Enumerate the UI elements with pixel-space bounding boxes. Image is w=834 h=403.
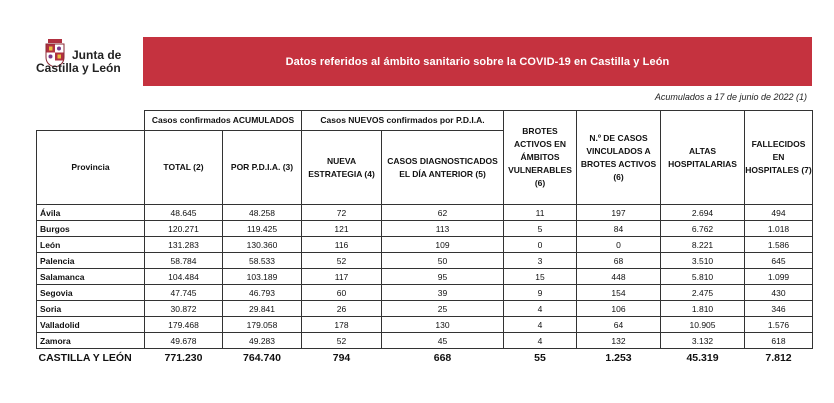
cell-vinculados: 0 — [577, 237, 661, 253]
cell-nueva-estrategia: 52 — [302, 253, 382, 269]
header-blank — [37, 111, 145, 131]
cell-diagnosticados: 109 — [382, 237, 504, 253]
cell-vinculados: 132 — [577, 333, 661, 349]
cell-diagnosticados: 95 — [382, 269, 504, 285]
cell-total: 30.872 — [145, 301, 223, 317]
total-brotes: 55 — [534, 352, 546, 364]
cell-diagnosticados: 113 — [382, 221, 504, 237]
cell-pdia: 48.258 — [223, 205, 302, 221]
total-nueva-estrategia: 794 — [332, 352, 351, 364]
cell-provincia: Valladolid — [37, 317, 145, 333]
cell-fallecidos: 1.586 — [745, 237, 813, 253]
cell-diagnosticados: 25 — [382, 301, 504, 317]
cell-brotes: 9 — [504, 285, 577, 301]
cell-vinculados: 64 — [577, 317, 661, 333]
cell-fallecidos: 1.099 — [745, 269, 813, 285]
cell-fallecidos: 618 — [745, 333, 813, 349]
total-total: 771.230 — [164, 352, 203, 364]
group-header-nuevos: Casos NUEVOS confirmados por P.D.I.A. — [302, 111, 504, 131]
cell-pdia: 58.533 — [223, 253, 302, 269]
cell-total: 131.283 — [145, 237, 223, 253]
banner-title: Datos referidos al ámbito sanitario sobre la COVID-19 en Castilla y León — [285, 55, 670, 68]
junta-logo — [36, 39, 146, 89]
header-vinculados: N.º DE CASOS VINCULADOS A BROTES ACTIVOS (6) — [577, 111, 661, 205]
header-pdia: POR P.D.I.A. (3) — [223, 131, 302, 205]
total-diagnosticados: 668 — [433, 352, 452, 364]
cell-brotes: 11 — [504, 205, 577, 221]
header-brotes: BROTES ACTIVOS EN ÁMBITOS VULNERABLES (6) — [504, 111, 577, 205]
cell-total: 58.784 — [145, 253, 223, 269]
cell-altas: 5.810 — [661, 269, 745, 285]
cell-nueva-estrategia: 121 — [302, 221, 382, 237]
cell-nueva-estrategia: 117 — [302, 269, 382, 285]
date-note: Acumulados a 17 de junio de 2022 (1) — [654, 92, 807, 102]
cell-provincia: Palencia — [37, 253, 145, 269]
cell-altas: 2.694 — [661, 205, 745, 221]
cell-diagnosticados: 130 — [382, 317, 504, 333]
cell-provincia: Segovia — [37, 285, 145, 301]
cell-nueva-estrategia: 26 — [302, 301, 382, 317]
cell-brotes: 3 — [504, 253, 577, 269]
cell-altas: 1.810 — [661, 301, 745, 317]
cell-diagnosticados: 50 — [382, 253, 504, 269]
table-row — [37, 269, 813, 285]
table-row — [37, 301, 813, 317]
cell-brotes: 4 — [504, 317, 577, 333]
total-provincia: CASTILLA Y LEÓN — [38, 352, 132, 364]
cell-total: 120.271 — [145, 221, 223, 237]
group-header-acumulados: Casos confirmados ACUMULADOS — [145, 111, 302, 131]
cell-pdia: 29.841 — [223, 301, 302, 317]
logo-line2: Castilla y León — [36, 61, 121, 75]
cell-vinculados: 448 — [577, 269, 661, 285]
covid-table — [36, 110, 813, 367]
cell-fallecidos: 494 — [745, 205, 813, 221]
cell-total: 179.468 — [145, 317, 223, 333]
cell-fallecidos: 1.576 — [745, 317, 813, 333]
cell-altas: 3.132 — [661, 333, 745, 349]
cell-altas: 3.510 — [661, 253, 745, 269]
cell-nueva-estrategia: 60 — [302, 285, 382, 301]
cell-provincia: Ávila — [37, 205, 145, 221]
cell-nueva-estrategia: 52 — [302, 333, 382, 349]
cell-brotes: 15 — [504, 269, 577, 285]
cell-vinculados: 106 — [577, 301, 661, 317]
cell-brotes: 0 — [504, 237, 577, 253]
cell-nueva-estrategia: 178 — [302, 317, 382, 333]
header-fallecidos: FALLECIDOS EN HOSPITALES (7) — [745, 111, 813, 205]
cell-fallecidos: 346 — [745, 301, 813, 317]
cell-fallecidos: 1.018 — [745, 221, 813, 237]
cell-pdia: 46.793 — [223, 285, 302, 301]
cell-provincia: Soria — [37, 301, 145, 317]
total-fallecidos: 7.812 — [765, 352, 792, 364]
cell-brotes: 5 — [504, 221, 577, 237]
header-nueva-estrategia: NUEVA ESTRATEGIA (4) — [302, 131, 382, 205]
cell-vinculados: 197 — [577, 205, 661, 221]
table-row — [37, 221, 813, 237]
cell-pdia: 130.360 — [223, 237, 302, 253]
logo-line1: Junta de — [72, 48, 122, 62]
total-row — [37, 349, 813, 368]
table-row — [37, 317, 813, 333]
cell-diagnosticados: 45 — [382, 333, 504, 349]
title-banner — [143, 37, 812, 86]
cell-altas: 10.905 — [661, 317, 745, 333]
cell-provincia: Salamanca — [37, 269, 145, 285]
cell-provincia: Burgos — [37, 221, 145, 237]
cell-vinculados: 84 — [577, 221, 661, 237]
cell-provincia: León — [37, 237, 145, 253]
cell-total: 48.645 — [145, 205, 223, 221]
table-row — [37, 333, 813, 349]
total-altas: 45.319 — [686, 352, 719, 364]
table-row — [37, 237, 813, 253]
cell-pdia: 103.189 — [223, 269, 302, 285]
cell-altas: 8.221 — [661, 237, 745, 253]
cell-pdia: 179.058 — [223, 317, 302, 333]
table-row — [37, 285, 813, 301]
table-row — [37, 205, 813, 221]
table-row — [37, 253, 813, 269]
cell-diagnosticados: 39 — [382, 285, 504, 301]
total-pdia: 764.740 — [243, 352, 281, 364]
cell-brotes: 4 — [504, 301, 577, 317]
cell-brotes: 4 — [504, 333, 577, 349]
cell-diagnosticados: 62 — [382, 205, 504, 221]
cell-fallecidos: 430 — [745, 285, 813, 301]
header-diagnosticados: CASOS DIAGNOSTICADOS EL DÍA ANTERIOR (5) — [382, 131, 504, 205]
cell-vinculados: 154 — [577, 285, 661, 301]
cell-total: 47.745 — [145, 285, 223, 301]
cell-nueva-estrategia: 72 — [302, 205, 382, 221]
cell-altas: 2.475 — [661, 285, 745, 301]
cell-fallecidos: 645 — [745, 253, 813, 269]
header-provincia: Provincia — [37, 131, 145, 205]
cell-pdia: 49.283 — [223, 333, 302, 349]
header-altas: ALTAS HOSPITALARIAS — [661, 111, 745, 205]
cell-total: 49.678 — [145, 333, 223, 349]
total-vinculados: 1.253 — [605, 352, 632, 364]
cell-provincia: Zamora — [37, 333, 145, 349]
cell-pdia: 119.425 — [223, 221, 302, 237]
cell-total: 104.484 — [145, 269, 223, 285]
header-total: TOTAL (2) — [145, 131, 223, 205]
cell-nueva-estrategia: 116 — [302, 237, 382, 253]
cell-altas: 6.762 — [661, 221, 745, 237]
cell-vinculados: 68 — [577, 253, 661, 269]
